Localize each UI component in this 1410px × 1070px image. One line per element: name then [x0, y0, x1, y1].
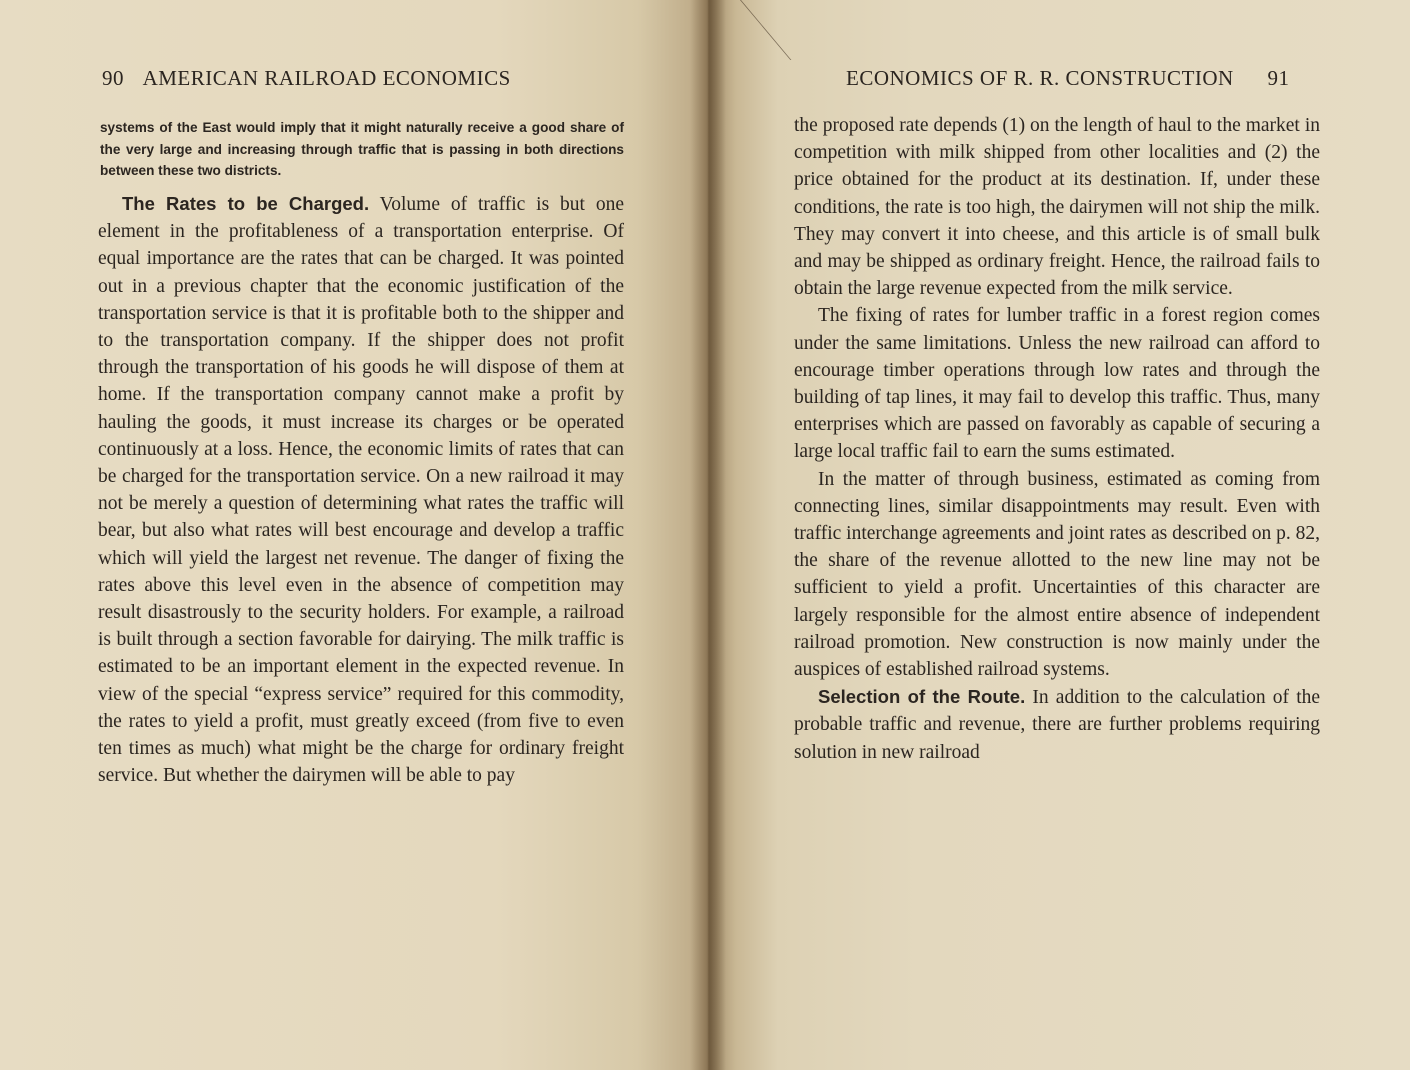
left-footnote: systems of the East would imply that it might naturally receive a good share of the very large and increasing through traffic that is passing in both directions between these two districts.: [100, 120, 624, 178]
left-running-title: AMERICAN RAILROAD ECONOMICS: [142, 66, 511, 90]
left-page-number: 90: [102, 66, 124, 90]
left-page-header: [102, 66, 642, 91]
route-paragraph: [794, 683, 1320, 766]
book-gutter: [690, 0, 726, 1070]
through-business-paragraph: In the matter of through business, estimated as coming from connecting lines, similar disappointments may result. Even with traffic interchange agreements and joint rates as described on p. 82, the share of the revenue allotted to the new line may not be sufficient to yield a profit. Uncertainties of this character are largely responsible for the almost entire absence of independent railroad promotion. New construction is now mainly under the auspices of established railroad systems.: [794, 468, 1320, 681]
right-body-text: [794, 112, 1320, 766]
section-heading-route: Selection of the Route.: [818, 686, 1026, 708]
right-page-number: 91: [1267, 66, 1290, 90]
section-heading-rates: The Rates to be Charged.: [122, 193, 370, 214]
left-body-text: [98, 190, 624, 789]
route-paragraph-text: In addition to the calculation of the probable traffic and revenue, there are further problems requiring solution in new railroad: [794, 687, 1321, 763]
rates-paragraph-text: Volume of traffic is but one element in the profitableness of a transportation enterprise. Of equal importance are the rates that can be charged. It was pointed out in a previous chapter that the economic justification of the transportation service is that it is profitable both to the shipper and to the transportation company. If the shipper does not profit through the transportation of his goods he will dispose of them at home. If the transportation company cannot make a profit by hauling the goods, it must increase its charges or be operated continuously at a loss. Hence, the economic limits of rates that can be charged for the transportation service. On a new railroad it may not be merely a question of determining what rates the traffic will bear, but also what rates will best encourage and develop a traffic which will yield the largest net revenue. The danger of fixing the rates above this level even in the absence of competition may result disastrously to the security holders. For example, a railroad is built through a section favorable for dairying. The milk traffic is estimated to be an important element in the expected revenue. In view of the special “express service” required for this commodity, the rates to yield a profit, must greatly exceed (from five to even ten times as much) what might be the charge for ordinary freight service. But whether the dairymen will be able to pay: [98, 194, 625, 787]
right-page: [708, 0, 1410, 1070]
milk-rate-paragraph: the proposed rate depends (1) on the length of haul to the market in competition with milk shipped from other localities and (2) the price obtained for the product at its destination. If, under these conditions, the rate is too high, the dairymen will not ship the milk. They may convert it into cheese, and this article is of small bulk and may be shipped as ordinary freight. Hence, the railroad fails to obtain the large revenue expected from the milk service.: [794, 115, 1320, 300]
right-page-header: [846, 66, 1366, 91]
right-running-title: ECONOMICS OF R. R. CONSTRUCTION: [846, 66, 1234, 90]
lumber-paragraph: The fixing of rates for lumber traffic in a forest region comes under the same limitations. Unless the new railroad can afford to encourage timber operations through low rates and through the building of tap lines, it may fail to develop this traffic. Thus, many enterprises which are passed on favorably as capable of securing a large local traffic fail to earn the sums estimated.: [794, 305, 1320, 463]
rates-paragraph: [98, 190, 624, 789]
